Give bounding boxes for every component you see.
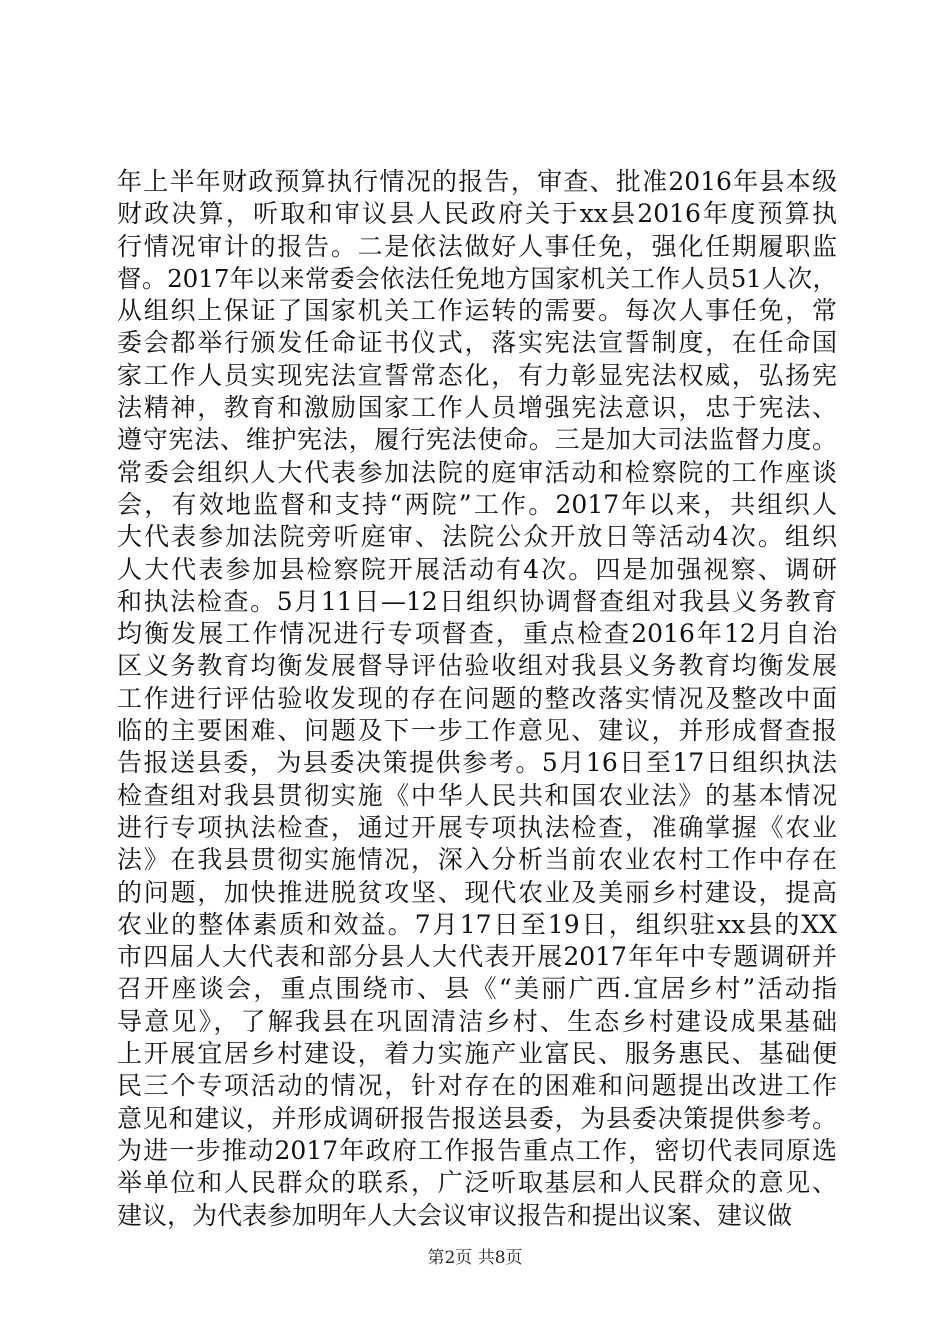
text-line: 会，有效地监督和支持“两院”工作。2017年以来，共组织人	[117, 489, 837, 519]
text-line: 督。2017年以来常委会依法任免地方国家机关工作人员51人次，	[117, 263, 837, 293]
text-line: 检查组对我县贯彻实施《中华人民共和国农业法》的基本情况	[117, 780, 837, 810]
text-line: 告报送县委，为县委决策提供参考。5月16日至17日组织执法	[117, 748, 837, 778]
text-line: 均衡发展工作情况进行专项督查，重点检查2016年12月自治	[117, 619, 837, 649]
text-line: 区义务教育均衡发展督导评估验收组对我县义务教育均衡发展	[117, 651, 837, 681]
text-line: 建议，为代表参加明年人大会议审议报告和提出议案、建议做	[117, 1200, 793, 1230]
text-line: 和执法检查。5月11日—12日组织协调督查组对我县义务教育	[117, 586, 837, 616]
text-line: 年上半年财政预算执行情况的报告，审查、批准2016年县本级	[117, 167, 837, 196]
text-line: 工作进行评估验收发现的存在问题的整改落实情况及整改中面	[117, 683, 837, 713]
text-line: 举单位和人民群众的联系，广泛听取基层和人民群众的意见、	[117, 1168, 837, 1198]
text-line: 大代表参加法院旁听庭审、法院公众开放日等活动4次。组织	[117, 522, 837, 552]
text-line: 从组织上保证了国家机关工作运转的需要。每次人事任免，常	[117, 296, 837, 326]
text-line: 行情况审计的报告。二是依法做好人事任免，强化任期履职监	[117, 231, 837, 261]
text-line: 常委会组织人大代表参加法院的庭审活动和检察院的工作座谈	[117, 457, 837, 487]
text-line: 法》在我县贯彻实施情况，深入分析当前农业农村工作中存在	[117, 845, 837, 875]
text-line: 意见和建议，并形成调研报告报送县委，为县委决策提供参考。	[117, 1103, 837, 1133]
text-line: 家工作人员实现宪法宣誓常态化，有力彰显宪法权威，弘扬宪	[117, 360, 837, 390]
text-line: 上开展宜居乡村建设，着力实施产业富民、服务惠民、基础便	[117, 1039, 837, 1069]
body-paragraph	[117, 166, 837, 1232]
text-line: 进行专项执法检查，通过开展专项执法检查，准确掌握《农业	[117, 812, 837, 842]
text-line: 为进一步推动2017年政府工作报告重点工作，密切代表同原选	[117, 1135, 837, 1165]
text-line: 导意见》，了解我县在巩固清洁乡村、生态乡村建设成果基础	[117, 1006, 837, 1036]
text-line: 遵守宪法、维护宪法，履行宪法使命。三是加大司法监督力度。	[117, 425, 837, 455]
text-line: 召开座谈会，重点围绕市、县《“美丽广西.宜居乡村”活动指	[117, 974, 837, 1004]
text-line: 法精神，教育和激励国家工作人员增强宪法意识，忠于宪法、	[117, 393, 837, 423]
text-line: 财政决算，听取和审议县人民政府关于xx县2016年度预算执	[117, 199, 837, 229]
text-line: 委会都举行颁发任命证书仪式，落实宪法宣誓制度，在任命国	[117, 328, 837, 358]
text-line: 人大代表参加县检察院开展活动有4次。四是加强视察、调研	[117, 554, 837, 584]
text-line: 的问题，加快推进脱贫攻坚、现代农业及美丽乡村建设，提高	[117, 877, 837, 907]
text-line: 农业的整体素质和效益。7月17日至19日，组织驻xx县的XX	[117, 909, 837, 939]
text-line: 民三个专项活动的情况，针对存在的困难和问题提出改进工作	[117, 1071, 837, 1101]
text-line: 临的主要困难、问题及下一步工作意见、建议，并形成督查报	[117, 716, 837, 746]
page-number-footer: 第2页 共8页	[427, 1248, 523, 1268]
text-line: 市四届人大代表和部分县人大代表开展2017年年中专题调研并	[117, 942, 837, 972]
